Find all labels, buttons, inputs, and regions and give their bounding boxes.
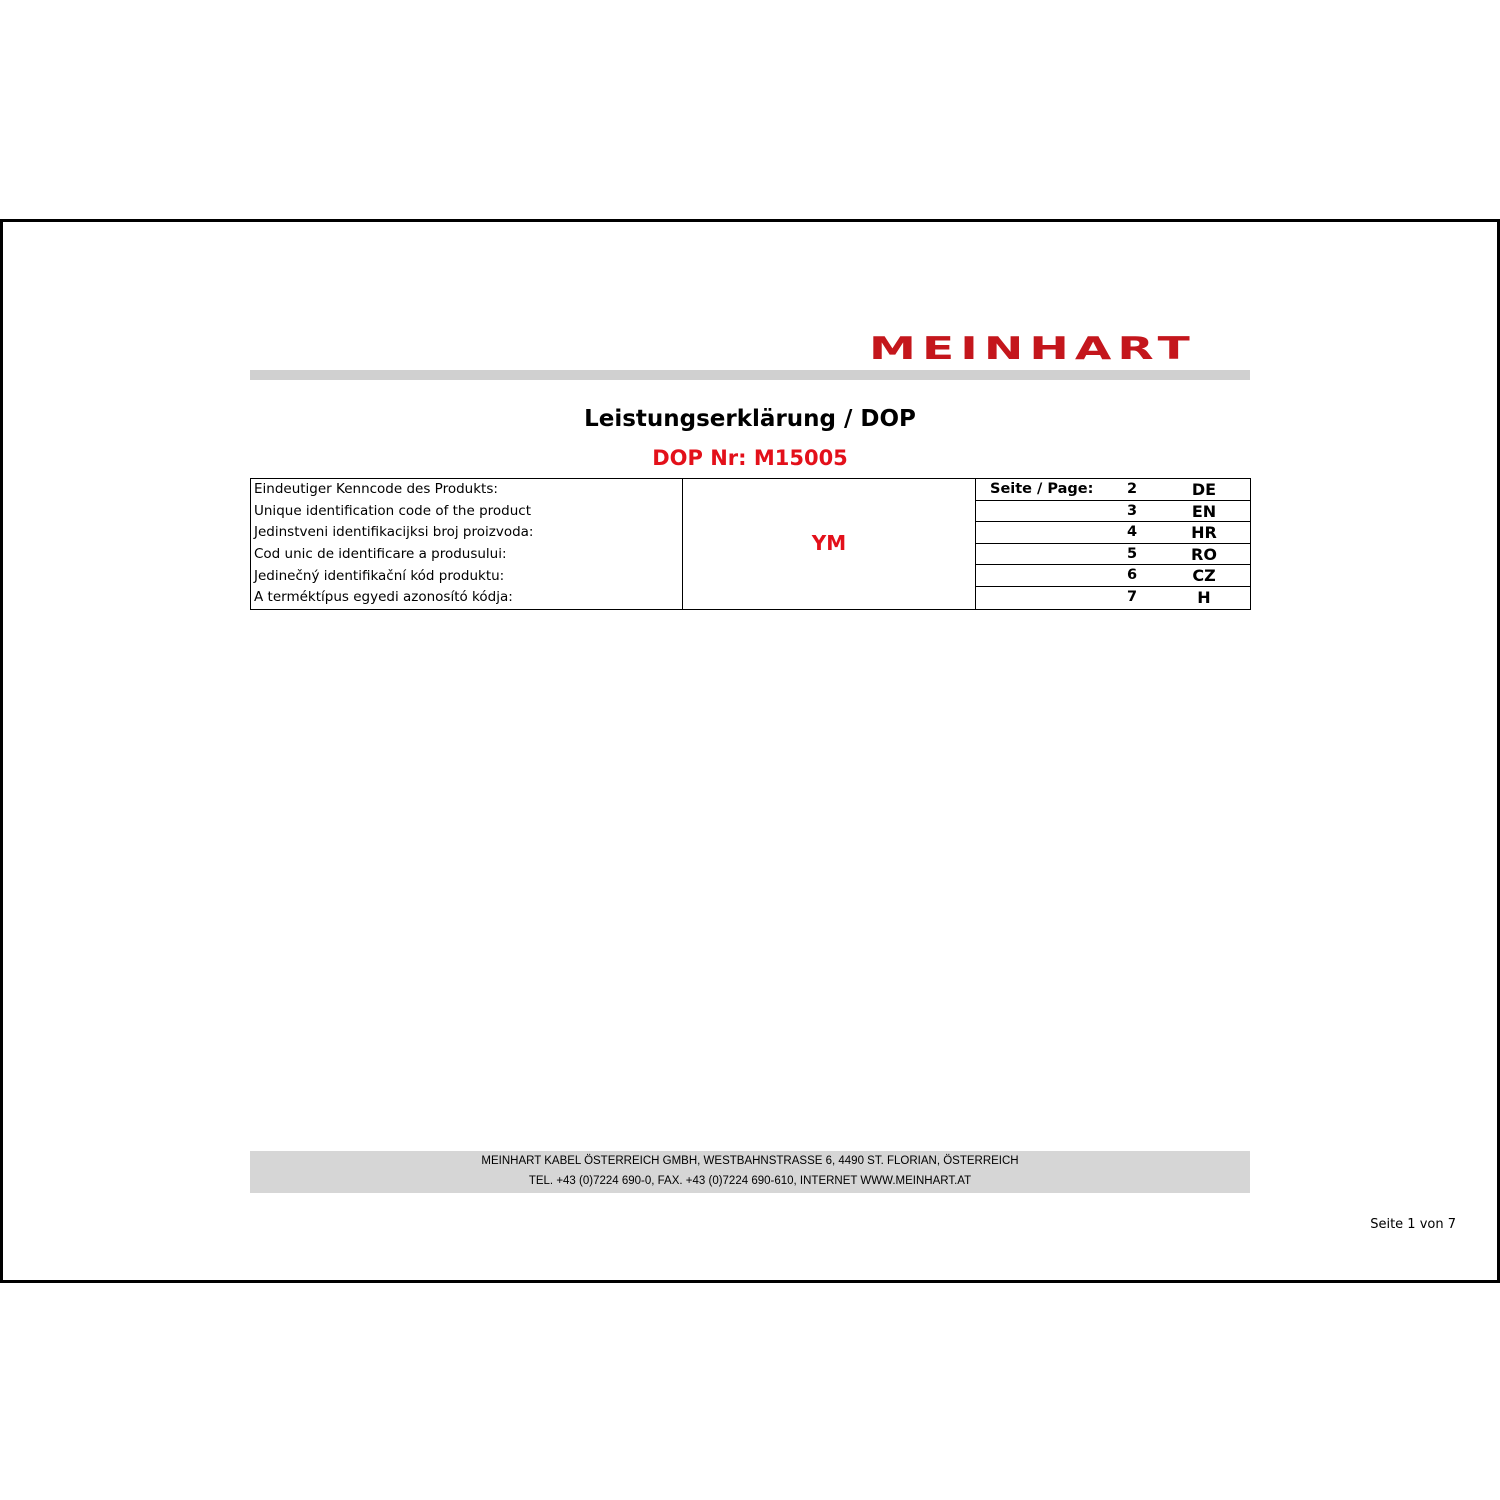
language-code: EN — [1191, 501, 1217, 521]
pages-label: Seite / Page: — [990, 481, 1094, 497]
identification-table — [250, 478, 1251, 610]
language-code: RO — [1191, 544, 1217, 564]
page-number: 4 — [1126, 524, 1138, 541]
identification-labels-cell — [251, 479, 683, 610]
footer-contact-line: TEL. +43 (0)7224 690-0, FAX. +43 (0)7224 690-610, INTERNET WWW.MEINHART.AT — [528, 1175, 972, 1187]
page-index-cell — [976, 479, 1251, 610]
page-index-row — [976, 544, 1250, 566]
page-counter: Seite 1 von 7 — [1370, 1217, 1456, 1232]
page-index-row — [976, 587, 1250, 609]
label-cz: Jedinečný identifikační kód produktu: — [254, 567, 505, 584]
document-title: Leistungserklärung / DOP — [584, 406, 916, 432]
language-code: DE — [1191, 480, 1217, 499]
header-divider — [250, 370, 1250, 380]
label-h: A terméktípus egyedi azonosító kódja: — [254, 589, 513, 606]
footer-address-line: MEINHART KABEL ÖSTERREICH GMBH, WESTBAHNSTRASSE 6, 4490 ST. FLORIAN, ÖSTERREICH — [481, 1155, 1019, 1167]
page-number: 6 — [1126, 567, 1138, 584]
dop-number: DOP Nr: M15005 — [652, 446, 848, 470]
language-code: HR — [1191, 523, 1217, 543]
page-number: 7 — [1126, 588, 1138, 605]
page-number: 3 — [1126, 502, 1138, 519]
document-page — [0, 219, 1500, 1283]
page-index-row — [976, 565, 1250, 587]
language-code: CZ — [1192, 566, 1216, 586]
label-de: Eindeutiger Kenncode des Produkts: — [254, 481, 498, 497]
label-hr: Jedinstveni identifikacijksi broj proizvoda: — [254, 524, 534, 541]
language-code: H — [1197, 587, 1211, 607]
page-number: 2 — [1126, 481, 1138, 497]
label-ro: Cod unic de identificare a produsului: — [254, 546, 507, 563]
page-index-row — [976, 522, 1250, 544]
footer-address-block — [250, 1151, 1250, 1193]
page-number: 5 — [1126, 545, 1138, 562]
label-en: Unique identification code of the product — [254, 502, 532, 519]
product-code: YM — [811, 531, 847, 555]
meinhart-logo: MEINHART — [869, 331, 1196, 367]
page-index-row — [976, 479, 1250, 501]
page-index-row — [976, 501, 1250, 523]
product-code-cell — [683, 479, 976, 610]
